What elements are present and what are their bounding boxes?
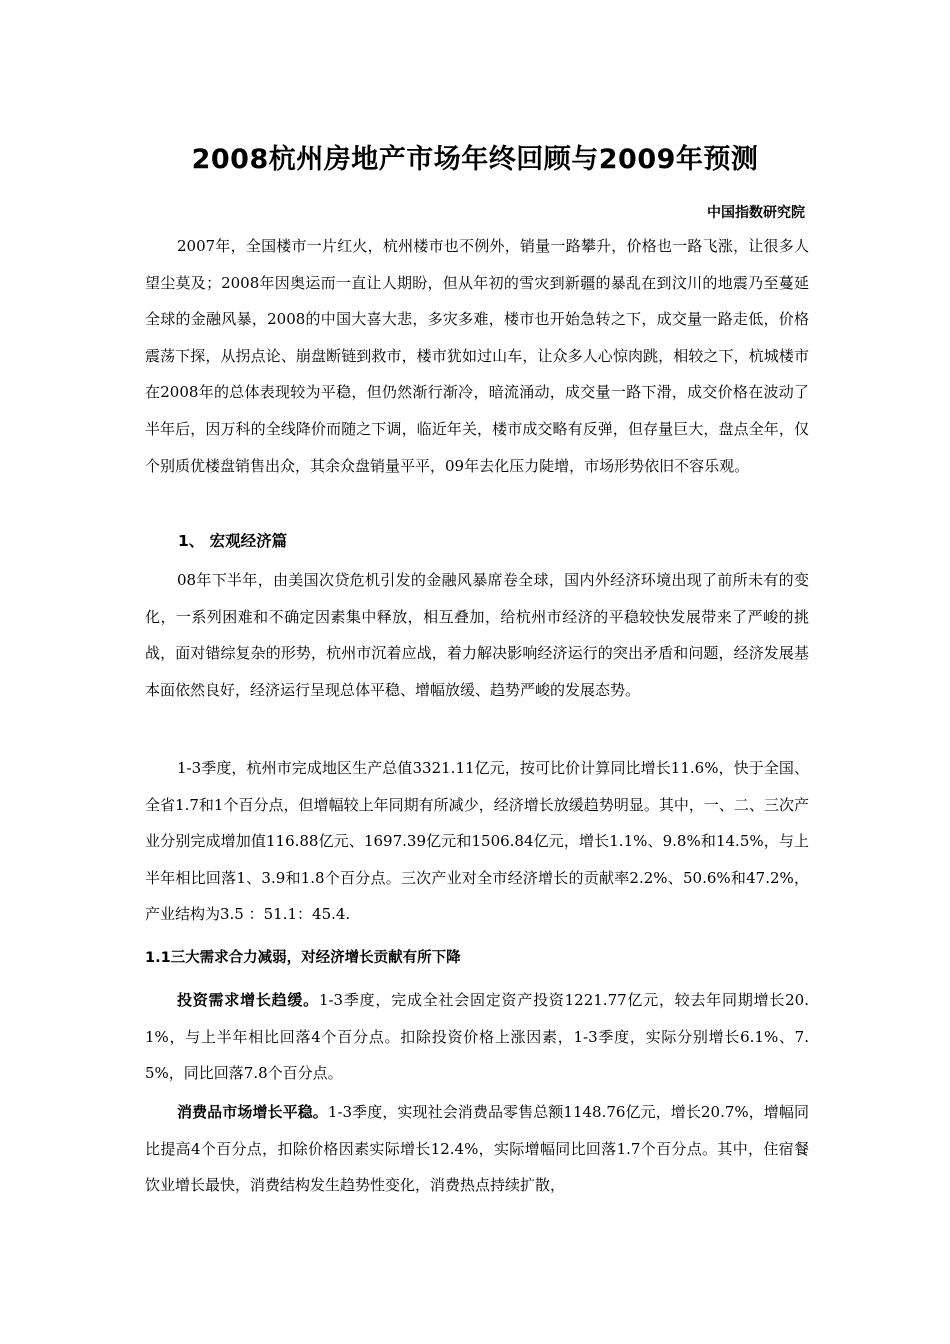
document-title: 2008杭州房地产市场年终回顾与2009年预测 — [191, 144, 759, 175]
section-heading-demand: 1.1三大需求合力减弱，对经济增长贡献有所下降 — [145, 950, 461, 966]
intro-paragraph: 2007年，全国楼市一片红火，杭州楼市也不例外，销量一路攀升，价格也一路飞涨，让很多人望尘莫及；2008年因奥运而一直让人期盼，但从年初的雪灾到新疆的暴乱在到汶川的地震乃至蔓延全球的金融风暴，2008的中国大喜大悲，多灾多难，楼市也开始急转之下，成交量一路走低，价格震荡下探，从拐点论、崩盘断链到救市，楼市犹如过山车，让众多人心惊肉跳，相较之下，杭城楼市在2008年的总体表现较为平稳，但仍然渐行渐冷，暗流涌动，成交量一路下滑，成交价格在波动了半年后，因万科的全线降价而随之下调，临近年关，楼市成交略有反弹，但存量巨大，盘点全年，仅个别质优楼盘销售出众，其余众盘销量平平，09年去化压力陡增，市场形势依旧不容乐观。 — [145, 237, 809, 475]
section-heading-macro-economy: 1、 宏观经济篇 — [178, 532, 288, 550]
investment-text: 1-3季度，完成全社会固定资产投资1221.77亿元，较去年同期增长20.1%，与上半年相比回落4个百分点。扣除投资价格上涨因素，1-3季度，实际分别增长6.1%、7.5%，同比回落7.8个百分点。 — [145, 991, 809, 1083]
consumer-lead: 消费品市场增长平稳。 — [177, 1103, 328, 1121]
investment-lead: 投资需求增长趋缓。 — [177, 991, 319, 1009]
document-author: 中国指数研究院 — [707, 205, 805, 221]
investment-paragraph — [145, 982, 809, 1092]
consumer-text: 1-3季度，实现社会消费品零售总额1148.76亿元，增长20.7%，增幅同比提高4个百分点，扣除价格因素实际增长12.4%，实际增幅同比回落1.7个百分点。其中，住宿餐饮业增长最快，消费结构发生趋势性变化，消费热点持续扩散， — [145, 1103, 809, 1195]
macro-paragraph-1: 08年下半年，由美国次贷危机引发的金融风暴席卷全球，国内外经济环境出现了前所未有的变化，一系列困难和不确定因素集中释放，相互叠加，给杭州市经济的平稳较快发展带来了严峻的挑战，面对错综复杂的形势，杭州市沉着应战，着力解决影响经济运行的突出矛盾和问题，经济发展基本面依然良好，经济运行呈现总体平稳、增幅放缓、趋势严峻的发展态势。 — [145, 571, 809, 699]
consumer-paragraph — [145, 1094, 809, 1204]
macro-paragraph-2: 1-3季度，杭州市完成地区生产总值3321.11亿元，按可比价计算同比增长11.6%，快于全国、全省1.7和1个百分点，但增幅较上年同期有所减少，经济增长放缓趋势明显。其中，一、二、三次产业分别完成增加值116.88亿元、1697.39亿元和1506.84亿元，增长1.1%、9.8%和14.5%，与上半年相比回落1、3.9和1.8个百分点。三次产业对全市经济增长的贡献率2.2%、50.6%和47.2%，产业结构为3.5 ：51.1：45.4. — [145, 759, 809, 924]
